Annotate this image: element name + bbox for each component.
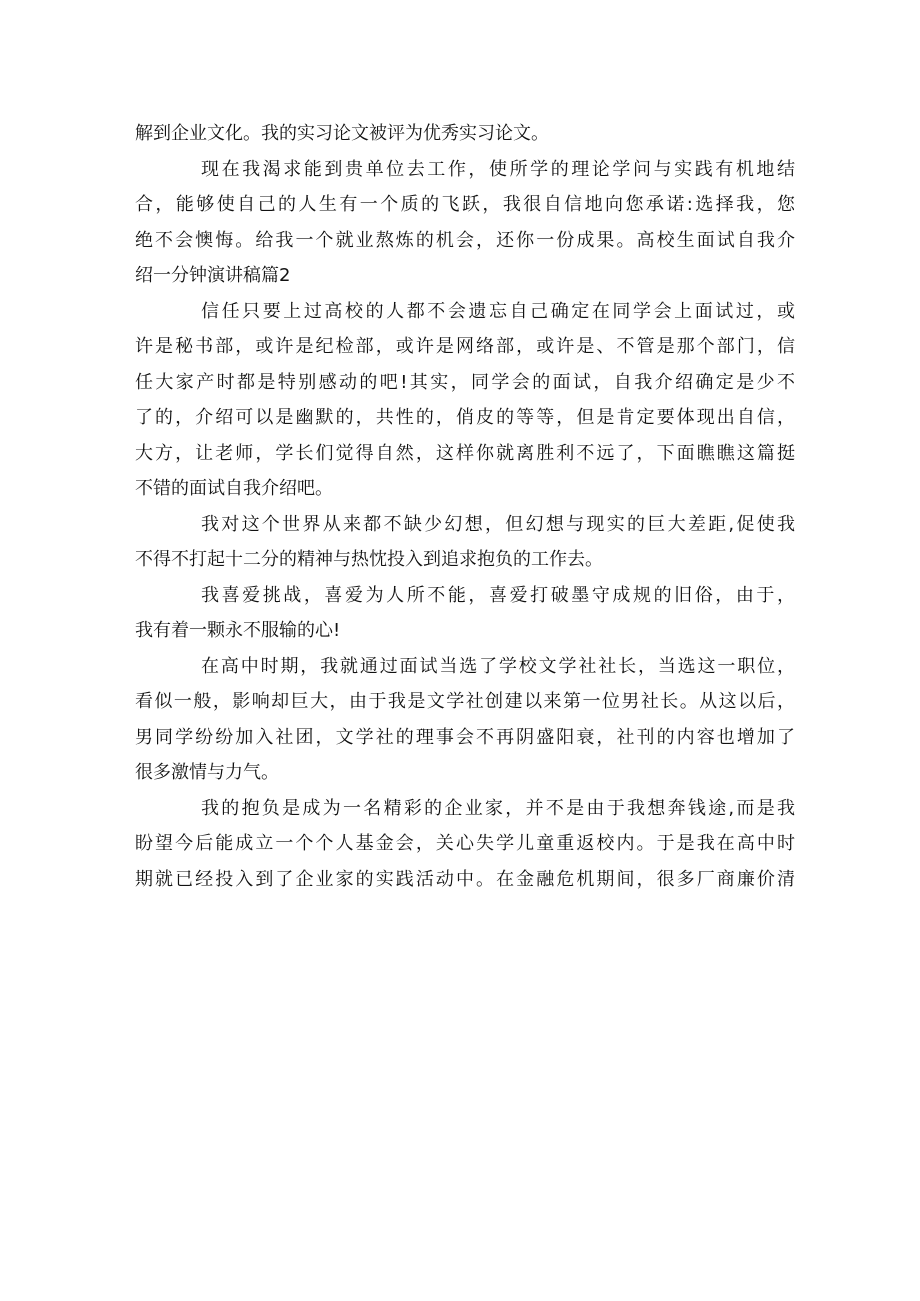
text-line: 绍一分钟演讲稿篇2 bbox=[135, 265, 291, 286]
text-line: 我有着一颗永不服输的心! bbox=[135, 620, 341, 641]
text-line: 了的，介绍可以是幽默的，共性的，俏皮的等等，但是肯定要体现出自信， bbox=[135, 407, 795, 428]
text-line: 信任只要上过高校的人都不会遗忘自己确定在同学会上面试过，或 bbox=[201, 300, 795, 322]
text-line: 绝不会懊悔。给我一个就业熬炼的机会，还你一份成果。高校生面试自我介 bbox=[135, 229, 795, 251]
text-line: 现在我渴求能到贵单位去工作，使所学的理论学问与实践有机地结 bbox=[201, 158, 795, 180]
text-line: 我对这个世界从来都不缺少幻想，但幻想与现实的巨大差距,促使我 bbox=[201, 513, 795, 535]
text-line: 看似一般，影响却巨大，由于我是文学社创建以来第一位男社长。从这以后， bbox=[135, 691, 795, 712]
paragraph bbox=[135, 507, 795, 578]
text-line: 解到企业文化。我的实习论文被评为优秀实习论文。 bbox=[135, 123, 549, 144]
text-line: 不错的面试自我介绍吧。 bbox=[135, 478, 333, 499]
text-line: 男同学纷纷加入社团，文学社的理事会不再阴盛阳衰，社刊的内容也增加了 bbox=[135, 726, 795, 748]
document-body bbox=[135, 116, 795, 897]
paragraph bbox=[135, 791, 795, 898]
paragraph bbox=[135, 152, 795, 294]
paragraph bbox=[135, 578, 795, 649]
paragraph bbox=[135, 116, 795, 152]
text-line: 任大家产时都是特别感动的吧!其实，同学会的面试，自我介绍确定是少不 bbox=[135, 371, 795, 393]
text-line: 我的抱负是成为一名精彩的企业家，并不是由于我想奔钱途,而是我 bbox=[201, 797, 795, 819]
text-line: 许是秘书部，或许是纪检部，或许是网络部，或许是、不管是那个部门，信 bbox=[135, 336, 795, 357]
text-line: 在高中时期，我就通过面试当选了学校文学社社长，当选这一职位， bbox=[201, 655, 795, 677]
text-line: 不得不打起十二分的精神与热忱投入到追求抱负的工作去。 bbox=[135, 549, 603, 570]
text-line: 大方，让老师，学长们觉得自然，这样你就离胜利不远了，下面瞧瞧这篇挺 bbox=[135, 442, 795, 464]
paragraph bbox=[135, 649, 795, 791]
text-line: 期就已经投入到了企业家的实践活动中。在金融危机期间，很多厂商廉价清 bbox=[135, 868, 795, 890]
text-line: 合，能够使自己的人生有一个质的飞跃，我很自信地向您承诺:选择我，您 bbox=[135, 194, 795, 215]
text-line: 很多激情与力气。 bbox=[135, 762, 279, 783]
paragraph bbox=[135, 294, 795, 507]
text-line: 盼望今后能成立一个个人基金会，关心失学儿童重返校内。于是我在高中时 bbox=[135, 833, 795, 854]
text-line: 我喜爱挑战，喜爱为人所不能，喜爱打破墨守成规的旧俗，由于， bbox=[201, 584, 795, 606]
